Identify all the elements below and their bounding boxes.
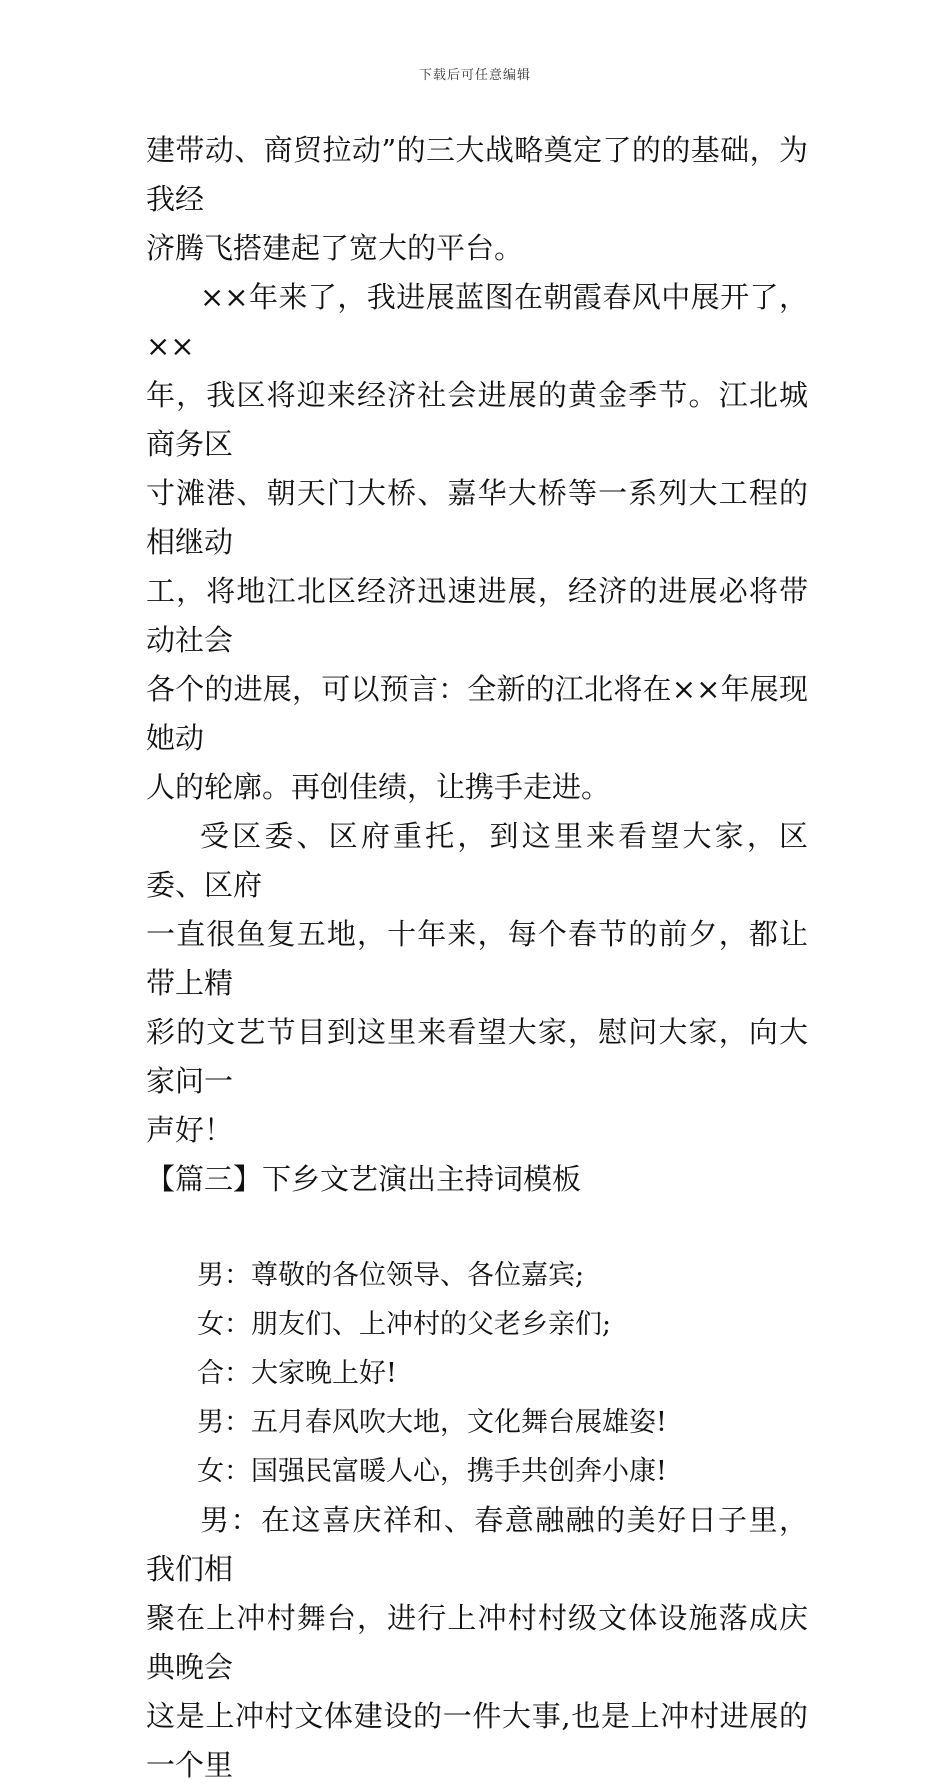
section-heading: 【篇三】下乡文艺演出主持词模板 xyxy=(146,1162,582,1196)
text-line: 一直很鱼复五地，十年来，每个春节的前夕，都让带上精 xyxy=(146,917,808,1000)
dialogue-line: 男：五月春风吹大地，文化舞台展雄姿! xyxy=(197,1407,667,1438)
paragraph-3 xyxy=(146,812,808,1155)
text-line: 受区委、区府重托，到这里来看望大家，区委、区府 xyxy=(146,819,808,902)
closing-paragraph xyxy=(146,1496,808,1790)
dialogue-line: 男：尊敬的各位领导、各位嘉宾; xyxy=(197,1260,585,1291)
paragraph-1 xyxy=(146,126,808,273)
text-line: 人的轮廓。再创佳绩，让携手走进。 xyxy=(146,770,611,804)
text-line: 工，将地江北区经济迅速进展，经济的进展必将带动社会 xyxy=(146,574,808,657)
text-line: 建带动、商贸拉动”的三大战略奠定了的的基础，为我经 xyxy=(146,133,808,216)
document-body xyxy=(146,126,808,1790)
page-header: 下载后可任意编辑 xyxy=(418,68,531,83)
paragraph-2 xyxy=(146,273,808,812)
text-line: 这是上冲村文体建设的一件大事,也是上冲村进展的一个里 xyxy=(146,1699,808,1782)
text-line: 男：在这喜庆祥和、春意融融的美好日子里，我们相 xyxy=(146,1503,808,1586)
dialogue-line: 女：朋友们、上冲村的父老乡亲们; xyxy=(197,1309,612,1340)
dialogue-list xyxy=(146,1251,808,1496)
text-line: 彩的文艺节目到这里来看望大家，慰问大家，向大家问一 xyxy=(146,1015,808,1098)
text-line: 年，我区将迎来经济社会进展的黄金季节。江北城商务区 xyxy=(146,378,808,461)
text-line: 寸滩港、朝天门大桥、嘉华大桥等一系列大工程的相继动 xyxy=(146,476,808,559)
text-line: 聚在上冲村舞台，进行上冲村村级文体设施落成庆典晚会 xyxy=(146,1601,808,1684)
text-line: 声好！ xyxy=(146,1113,234,1147)
text-line: ××年来了，我进展蓝图在朝霞春风中展开了，×× xyxy=(146,280,808,363)
dialogue-line: 女：国强民富暖人心，携手共创奔小康! xyxy=(197,1456,667,1487)
text-line: 各个的进展，可以预言：全新的江北将在××年展现她动 xyxy=(146,672,808,755)
dialogue-line: 合：大家晚上好! xyxy=(197,1358,397,1389)
text-line: 济腾飞搭建起了宽大的平台。 xyxy=(146,231,524,265)
